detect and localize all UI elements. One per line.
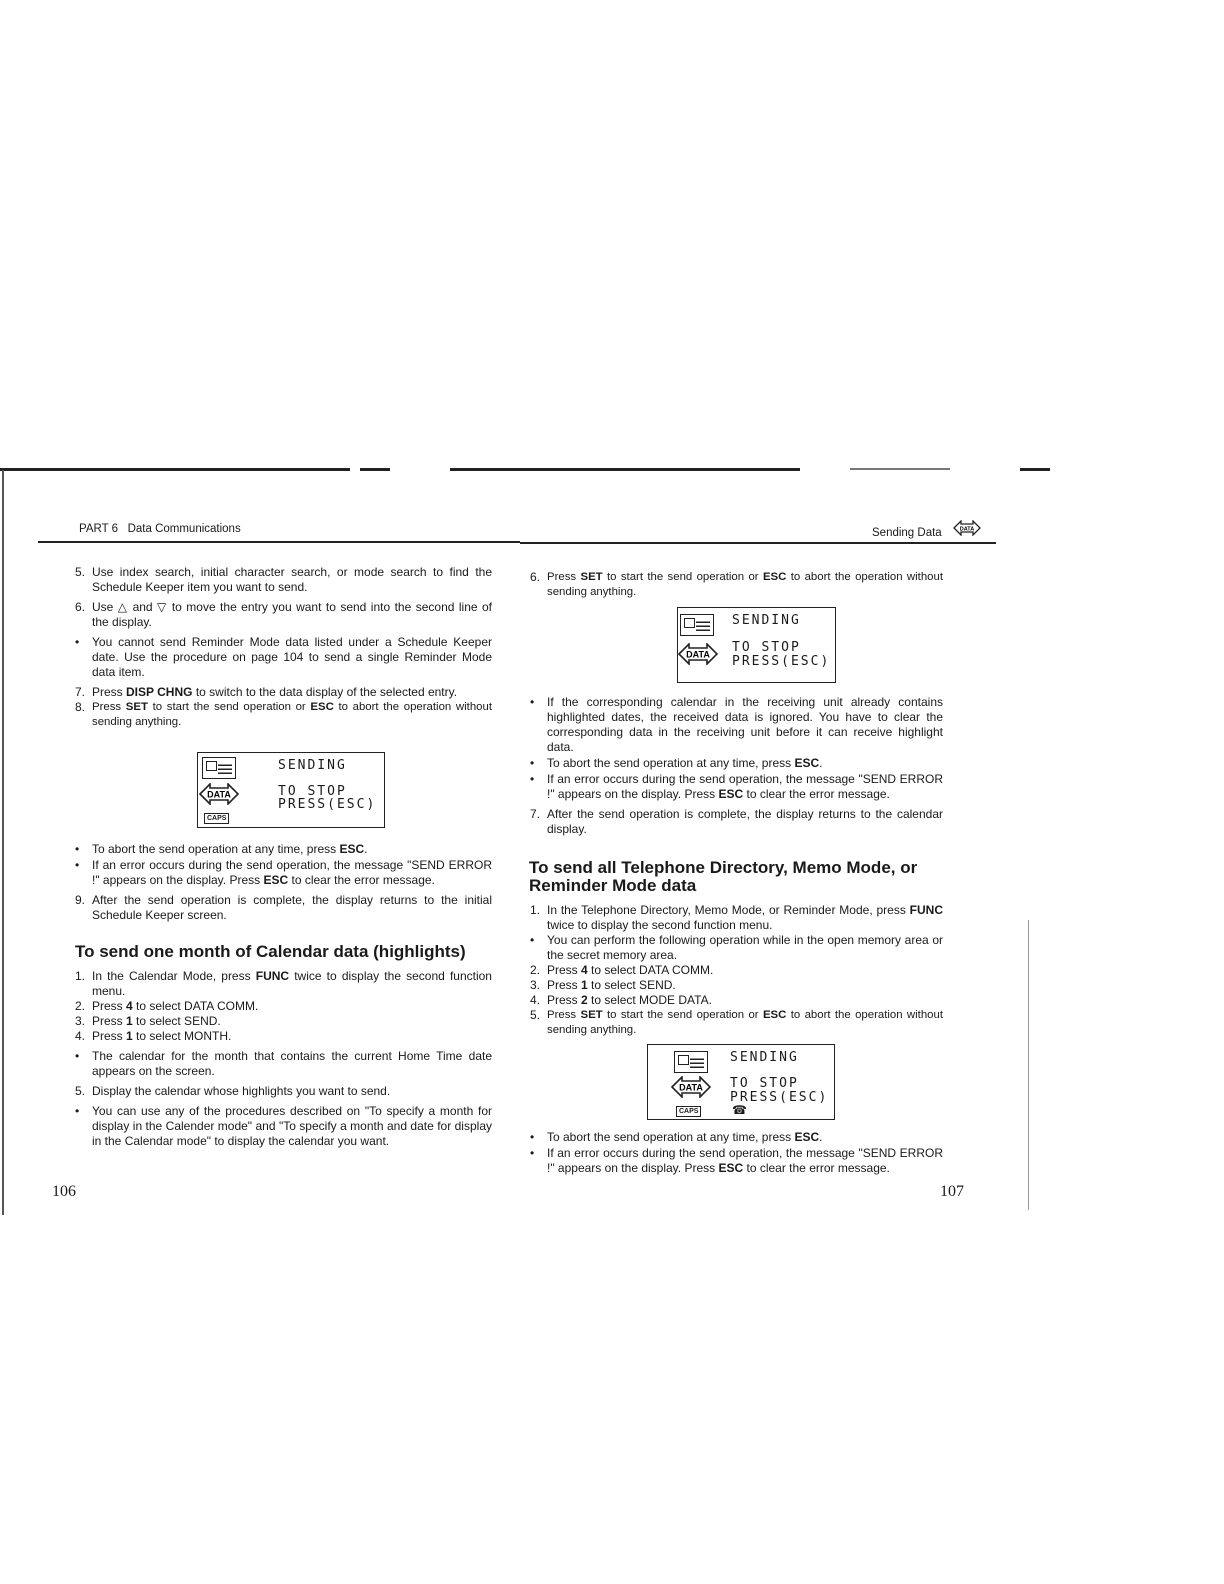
left-running-header: PART 6 Data Communications (79, 523, 241, 535)
section-heading: To send all Telephone Directory, Memo Mode, or Reminder Mode data (529, 858, 918, 895)
right-running-header: Sending Data (872, 527, 942, 539)
list-item: 1. In the Telephone Directory, Memo Mode, or Reminder Mode, press FUNC twice to display the second function menu. (530, 903, 943, 932)
list-item: • If the corresponding calendar in the receiving unit already contains highlighted dates, the received data is ignored. You have to clear the corresponding data in the receiving unit before it can receive highlight data. (530, 695, 943, 754)
lcd-line: TO STOP (730, 1076, 799, 1091)
lcd-line: PRESS(ESC) (278, 797, 377, 812)
list-item: • You can use any of the procedures described on "To specify a month for display in the Calender mode" and "To specify a month and date for display in the Calendar mode" to display the calendar you want. (75, 1104, 492, 1148)
list-item: 5. Press SET to start the send operation or ESC to abort the operation without sending anything. (530, 1008, 944, 1036)
list-item: 3. Press 1 to select SEND. (530, 978, 676, 992)
data-icon (671, 1076, 711, 1098)
grid-icon (202, 757, 236, 779)
grid-icon (674, 1051, 708, 1073)
data-icon (953, 520, 981, 541)
top-edge-line (0, 468, 350, 471)
page-number: 107 (940, 1183, 964, 1200)
list-item: • If an error occurs during the send operation, the message "SEND ERROR !" appears on the display. Press ESC to clear the error message. (75, 858, 492, 887)
lcd-line: TO STOP (278, 784, 347, 799)
list-item: • If an error occurs during the send operation, the message "SEND ERROR !" appears on the display. Press ESC to clear the error message. (530, 1146, 943, 1175)
top-edge-line (450, 468, 800, 471)
left-edge-line (2, 470, 4, 1215)
list-item: 2. Press 4 to select DATA COMM. (530, 963, 714, 977)
list-item: 3. Press 1 to select SEND. (75, 1014, 221, 1028)
top-edge-line (850, 468, 950, 470)
lcd-line: SENDING (730, 1050, 799, 1065)
data-icon (199, 783, 239, 805)
svg-text:DATA: DATA (207, 789, 231, 800)
right-header-rule (520, 542, 996, 544)
list-item: • To abort the send operation at any time, press ESC. (530, 1130, 823, 1144)
list-item: • You can perform the following operation while in the open memory area or the secret memory area. (530, 933, 943, 962)
list-item: • If an error occurs during the send operation, the message "SEND ERROR !" appears on the display. Press ESC to clear the error message. (530, 772, 943, 801)
list-item: 8. Press SET to start the send operation or ESC to abort the operation without sending anything. (75, 700, 493, 728)
right-edge-line (1028, 920, 1029, 1210)
lcd-line: PRESS(ESC) (730, 1090, 829, 1105)
lcd-line: TO STOP (732, 640, 801, 655)
list-item: 2. Press 4 to select DATA COMM. (75, 999, 259, 1013)
list-item: • To abort the send operation at any time, press ESC. (530, 756, 823, 770)
svg-text:DATA: DATA (959, 526, 975, 533)
list-item: 7. Press DISP CHNG to switch to the data display of the selected entry. (75, 685, 458, 699)
list-item: 5. Display the calendar whose highlights you want to send. (75, 1084, 391, 1098)
top-edge-line (360, 468, 390, 471)
caps-indicator: CAPS (676, 1106, 701, 1117)
caps-indicator: CAPS (204, 813, 229, 824)
data-icon (678, 643, 718, 665)
page-number: 106 (52, 1183, 76, 1200)
list-item: 5. Use index search, initial character search, or mode search to find the Schedule Keeper item you want to send. (75, 565, 492, 594)
svg-text:DATA: DATA (679, 1082, 703, 1093)
phone-icon: ☎ (732, 1103, 747, 1117)
right-page (527, 570, 943, 1181)
list-item: 4. Press 2 to select MODE DATA. (530, 993, 712, 1007)
list-item: 6. Press SET to start the send operation or ESC to abort the operation without sending anything. (530, 570, 944, 598)
grid-icon (680, 614, 714, 636)
list-item: 6. Use △ and ▽ to move the entry you want to send into the second line of the display. (75, 600, 492, 629)
lcd-line: SENDING (732, 613, 801, 628)
list-item: • To abort the send operation at any time, press ESC. (75, 842, 368, 856)
top-edge-line (1020, 468, 1050, 471)
lcd-line: SENDING (278, 758, 347, 773)
lcd-display (197, 752, 385, 828)
list-item: • The calendar for the month that contains the current Home Time date appears on the screen. (75, 1049, 492, 1078)
lcd-line: PRESS(ESC) (732, 654, 831, 669)
left-page (72, 565, 492, 1154)
list-item: • You cannot send Reminder Mode data listed under a Schedule Keeper date. Use the procedure on page 104 to send a single Reminder Mode data item. (75, 635, 492, 679)
lcd-display (677, 607, 836, 683)
lcd-display (647, 1044, 835, 1120)
section-heading: To send one month of Calendar data (highlights) (75, 942, 466, 961)
list-item: 1. In the Calendar Mode, press FUNC twice to display the second function menu. (75, 969, 492, 998)
list-item: 7. After the send operation is complete, the display returns to the calendar display. (530, 807, 943, 836)
list-item: 4. Press 1 to select MONTH. (75, 1029, 232, 1043)
svg-text:DATA: DATA (686, 649, 710, 660)
list-item: 9. After the send operation is complete, the display returns to the initial Schedule Keeper screen. (75, 893, 492, 922)
left-header-rule (38, 541, 520, 543)
